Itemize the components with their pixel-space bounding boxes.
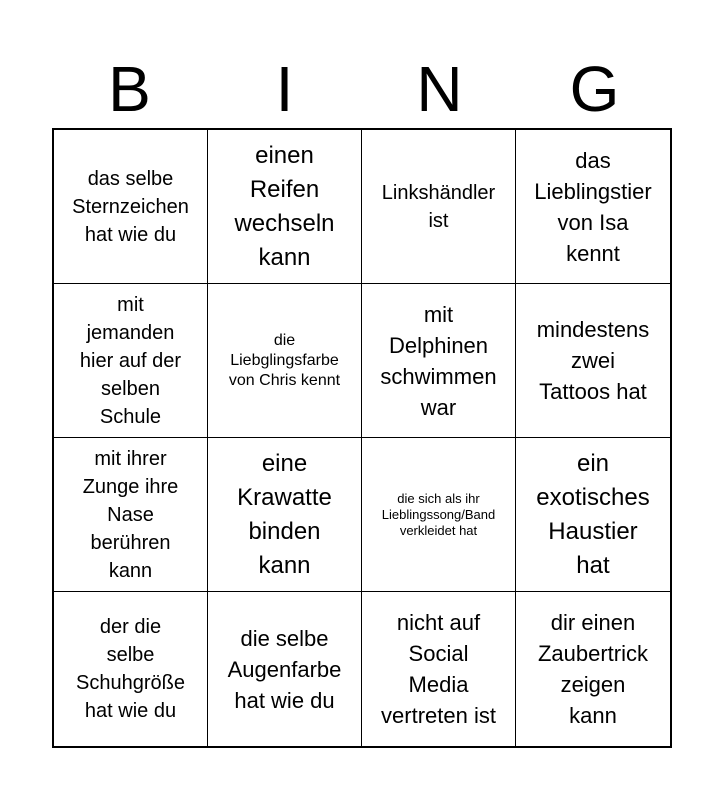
- bingo-cell-r1c1[interactable]: [54, 130, 208, 284]
- cell-text: mit ihrer Zunge ihre Nase berühren kann: [82, 447, 179, 582]
- bingo-board: [52, 128, 672, 748]
- header-letter-g: G: [569, 53, 620, 125]
- cell-text: Linkshändler ist: [381, 181, 496, 232]
- cell-text: die sich als ihr Lieblingssong/Band verkleidet hat: [381, 490, 496, 538]
- bingo-header: [52, 50, 672, 128]
- bingo-cell-r2c4[interactable]: [516, 284, 670, 438]
- cell-text: die Liebglingsfarbe von Chris kennt: [228, 331, 341, 389]
- header-letter-b: B: [108, 53, 151, 125]
- bingo-cell-r4c3[interactable]: [362, 592, 516, 746]
- cell-text: nicht auf Social Media vertreten ist: [381, 610, 496, 728]
- cell-text: das Lieblingstier von Isa kennt: [534, 147, 652, 266]
- bingo-cell-r3c1[interactable]: [54, 438, 208, 592]
- cell-text: eine Krawatte binden kann: [237, 449, 332, 579]
- cell-text: mit Delphinen schwimmen war: [380, 301, 497, 420]
- bingo-cell-r4c2[interactable]: [208, 592, 362, 746]
- bingo-cell-r2c3[interactable]: [362, 284, 516, 438]
- header-letter-n: N: [416, 53, 463, 125]
- cell-text: mindestens zwei Tattoos hat: [536, 317, 650, 404]
- bingo-cell-r1c2[interactable]: [208, 130, 362, 284]
- bingo-cell-r1c4[interactable]: [516, 130, 670, 284]
- cell-text: das selbe Sternzeichen hat wie du: [72, 167, 189, 246]
- bingo-cell-r4c1[interactable]: [54, 592, 208, 746]
- cell-text: die selbe Augenfarbe hat wie du: [227, 625, 342, 713]
- cell-text: mit jemanden hier auf der selben Schule: [79, 293, 182, 428]
- bingo-cell-r3c2[interactable]: [208, 438, 362, 592]
- bingo-cell-r4c4[interactable]: [516, 592, 670, 746]
- bingo-cell-r2c2[interactable]: [208, 284, 362, 438]
- cell-text: ein exotisches Haustier hat: [536, 449, 650, 579]
- cell-text: dir einen Zaubertrick zeigen kann: [537, 610, 649, 728]
- header-letter-i: I: [275, 53, 294, 125]
- bingo-cell-r2c1[interactable]: [54, 284, 208, 438]
- bingo-cell-r3c4[interactable]: [516, 438, 670, 592]
- bingo-cell-r1c3[interactable]: [362, 130, 516, 284]
- bingo-cell-r3c3[interactable]: [362, 438, 516, 592]
- cell-text: einen Reifen wechseln kann: [234, 141, 335, 271]
- cell-text: der die selbe Schuhgröße hat wie du: [76, 616, 185, 722]
